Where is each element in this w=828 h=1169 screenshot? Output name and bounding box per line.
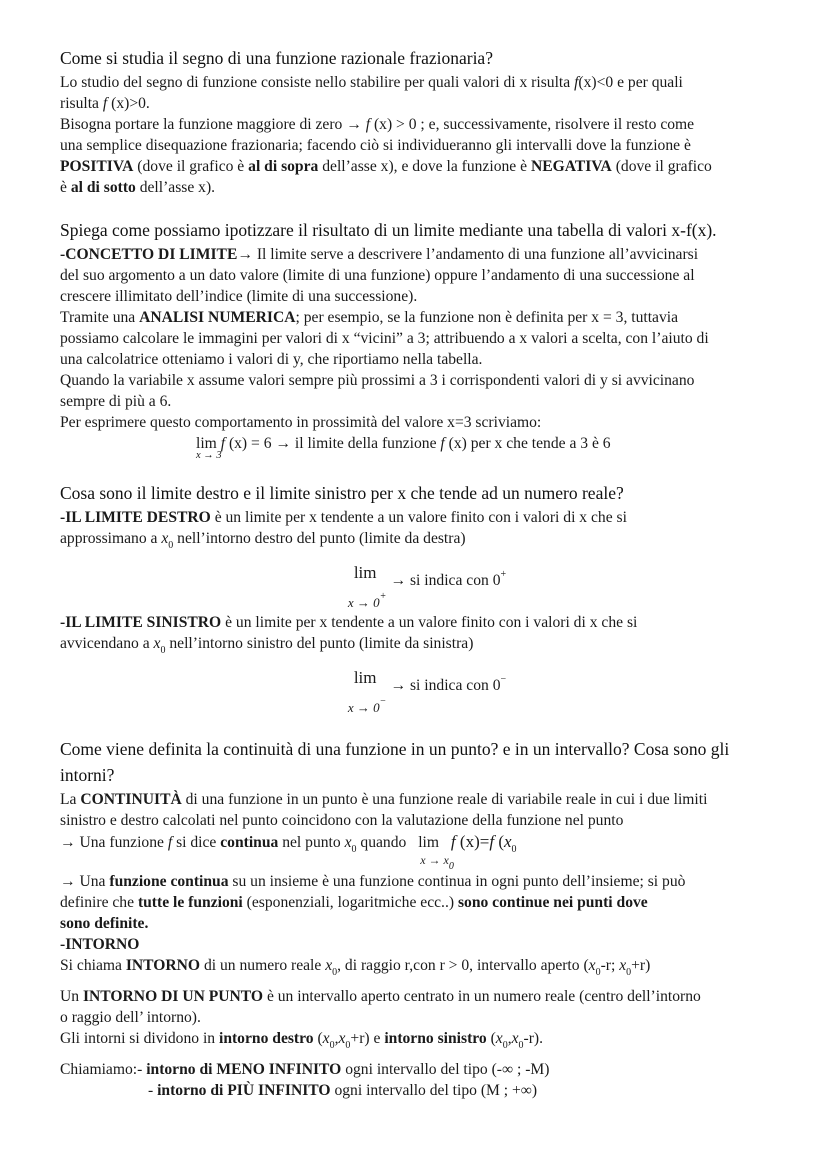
subheading-intorno: -INTORNO xyxy=(60,936,140,953)
paragraph: - intorno di PIÙ INFINITO ogni intervallo del tipo (M ; +∞) xyxy=(148,1082,538,1099)
paragraph: Lo studio del segno di funzione consiste nello stabilire per quali valori di x risulta f(x)<0 e per quali xyxy=(60,74,683,91)
paragraph: → Una funzione continua su un insieme è una funzione continua in ogni punto dell’insieme; si può xyxy=(60,873,686,890)
section-limite-destro-sinistro xyxy=(60,481,800,717)
paragraph: Gli intorni si dividono in intorno destro $(x_0,x_0+r)$ e intorno sinistro $(x_0,x_0-r)$. xyxy=(60,1030,544,1051)
paragraph: sinistro e destro calcolati nel punto coincidono con la valutazione della funzione nel punto xyxy=(60,812,624,829)
paragraph: sono definite. xyxy=(60,915,149,932)
limit-formula: lim x → 3 f (x) = 6 → il limite della funzione f (x) per x che tende a 3 è 6 xyxy=(196,435,611,461)
paragraph: -IL LIMITE DESTRO è un limite per x tendente a un valore finito con i valori di x che si xyxy=(60,509,627,526)
section-limite-tabella xyxy=(60,218,800,475)
paragraph: o raggio dell’ intorno). xyxy=(60,1009,201,1026)
paragraph: Un INTORNO DI UN PUNTO è un intervallo aperto centrato in un numero reale (centro dell’intorno xyxy=(60,988,701,1005)
paragraph: avvicendano a $x_0$ nell’intorno sinistro del punto (limite da sinistra) xyxy=(60,635,474,656)
paragraph: risulta f (x)>0. xyxy=(60,95,150,112)
paragraph: approssimano a $x_0$ nell’intorno destro del punto (limite da destra) xyxy=(60,530,466,551)
question-heading: Come si studia il segno di una funzione razionale frazionaria? xyxy=(60,48,493,68)
paragraph: sempre di più a 6. xyxy=(60,393,172,410)
paragraph: una calcolatrice otteniamo i valori di y, che riportiamo nella tabella. xyxy=(60,351,483,368)
continuity-formula: → Una funzione f si dice continua nel punto $x_0$ quando lim $x \to x_0$ f (x)=f ($x_0$ xyxy=(60,832,517,872)
paragraph: possiamo calcolare le immagini per valori di x “vicini” a 3; attribuendo a x valori a scelta, con l’aiuto di xyxy=(60,330,709,347)
paragraph: Si chiama INTORNO di un numero reale $x_0$, di raggio r,con r > 0, intervallo aperto ($x_0-r$; $x_0+r$) xyxy=(60,957,651,978)
paragraph: crescere illimitato dell’indice (limite di una successione). xyxy=(60,288,418,305)
paragraph: -CONCETTO DI LIMITE→ Il limite serve a descrivere l’andamento di una funzione all’avvicinarsi xyxy=(60,246,699,263)
question-heading: Cosa sono il limite destro e il limite sinistro per x che tende ad un numero reale? xyxy=(60,483,624,503)
paragraph: Tramite una ANALISI NUMERICA; per esempio, se la funzione non è definita per x = 3, tuttavia xyxy=(60,309,679,326)
section-segno xyxy=(60,46,800,198)
paragraph: Per esprimere questo comportamento in prossimità del valore x=3 scriviamo: xyxy=(60,414,542,431)
question-heading: Spiega come possiamo ipotizzare il risultato di un limite mediante una tabella di valori x-f(x). xyxy=(60,220,717,240)
paragraph: Quando la variabile x assume valori sempre più prossimi a 3 i corrispondenti valori di y si avvicinano xyxy=(60,372,695,389)
paragraph: POSITIVA (dove il grafico è al di sopra dell’asse x), e dove la funzione è NEGATIVA (dove il grafico xyxy=(60,158,712,175)
paragraph: La CONTINUITÀ di una funzione in un punto è una funzione reale di variabile reale in cui i due limiti xyxy=(60,791,708,808)
paragraph: una semplice disequazione frazionaria; facendo ciò si individueranno gli intervalli dove la funzione è xyxy=(60,137,691,154)
question-heading: intorni? xyxy=(60,765,115,785)
document-page xyxy=(60,46,800,1101)
paragraph: Chiamiamo:- intorno di MENO INFINITO ogni intervallo del tipo (-∞ ; -M) xyxy=(60,1061,550,1078)
paragraph: definire che tutte le funzioni (esponenziali, logaritmiche ecc..) sono continue nei punti dove xyxy=(60,894,648,911)
section-continuita-intorni xyxy=(60,737,800,1101)
paragraph: -IL LIMITE SINISTRO è un limite per x tendente a un valore finito con i valori di x che si xyxy=(60,614,638,631)
question-heading: Come viene definita la continuità di una funzione in un punto? e in un intervallo? Cosa sono gli xyxy=(60,739,730,759)
paragraph: del suo argomento a un dato valore (limite di una funzione) oppure l’andamento di una successione al xyxy=(60,267,695,284)
right-limit-formula: lim x → 0+ → si indica con 0+ xyxy=(347,563,507,610)
paragraph: Bisogna portare la funzione maggiore di zero → f (x) > 0 ; e, successivamente, risolvere il resto come xyxy=(60,116,695,133)
paragraph: è al di sotto dell’asse x). xyxy=(60,179,216,196)
left-limit-formula: lim x → 0− → si indica con 0− xyxy=(347,668,507,715)
